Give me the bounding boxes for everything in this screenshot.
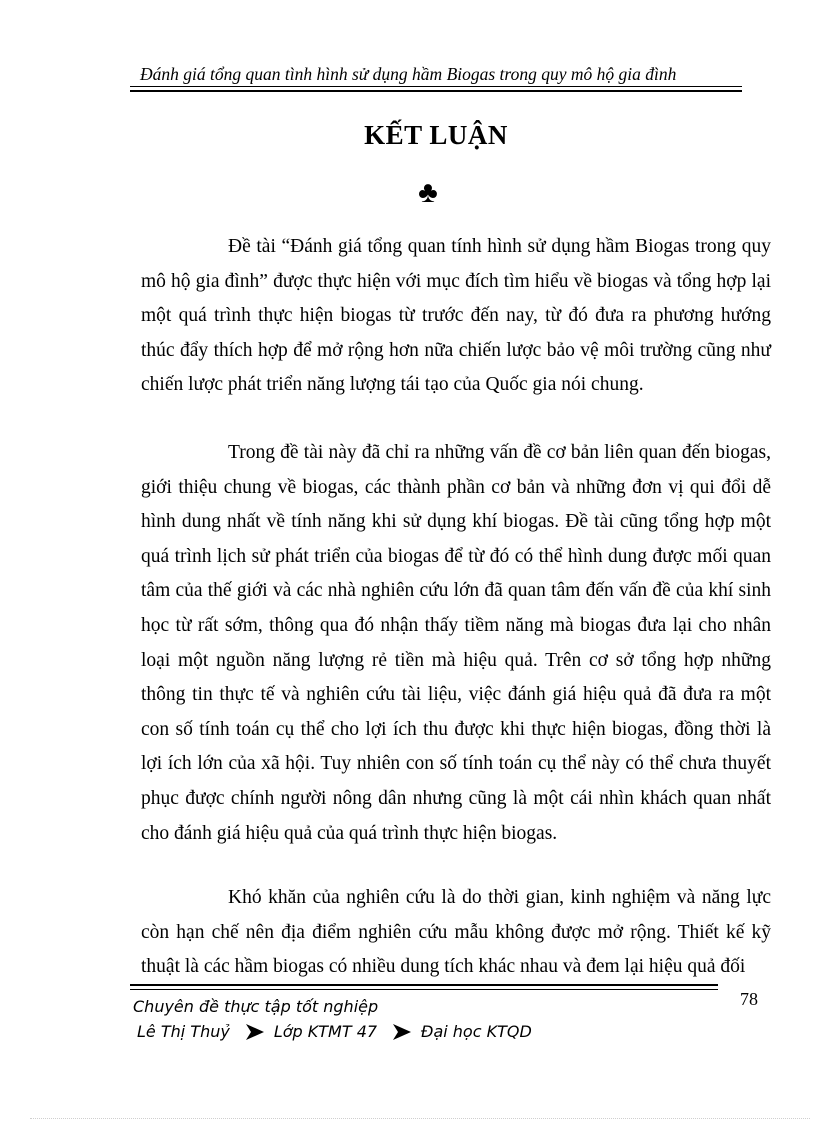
arrow-right-icon [391, 1023, 413, 1041]
footer-school: Đại học KTQD [421, 1022, 532, 1041]
header-title: Đánh giá tổng quan tình hình sử dụng hầm Biogas trong quy mô hộ gia đình [140, 64, 677, 84]
club-ornament-icon: ♣ [418, 176, 438, 209]
footer-rule-thick [130, 984, 718, 986]
footer-rule-thin [130, 989, 718, 990]
header-rule-thin [130, 86, 742, 87]
paragraph-3: Khó khăn của nghiên cứu là do thời gian, kinh nghiệm và năng lực còn hạn chế nên địa điểm nghiên cứu mẫu không được mở rộng. Thiết kế kỹ thuật là các hầm biogas có nhiều dung tích khác nhau và đem lại hiệu quả đối [141, 887, 771, 978]
page-number: 78 [740, 989, 758, 1009]
footer-class: Lớp KTMT 47 [273, 1022, 378, 1041]
paragraph-2: Trong đề tài này đã chỉ ra những vấn đề cơ bản liên quan đến biogas, giới thiệu chung về biogas, các thành phần cơ bản và những đơn vị qui đổi dễ hình dung nhất về tính năng khi sử dụng khí biogas. Đề tài cũng tổng hợp một quá trình lịch sử phát triển của biogas để từ đó có thể hình dung được mối quan tâm của thế giới và các nhà nghiên cứu lớn đã quan tâm đến vấn đề của khí sinh học từ rất sớm, thông qua đó nhận thấy tiềm năng mà biogas đưa lại cho nhân loại một nguồn năng lượng rẻ tiền mà hiệu quả. Trên cơ sở tổng hợp những thông tin thực tế và nghiên cứu tài liệu, việc đánh giá hiệu quả đã đưa ra một con số tính toán cụ thể cho lợi ích thu được khi thực hiện biogas, đồng thời là lợi ích lớn của xã hội. Tuy nhiên con số tính toán cụ thể này có thể chưa thuyết phục được chính người nông dân nhưng cũng là một cái nhìn khách quan nhất cho đánh giá hiệu quả của quá trình thực hiện biogas. [141, 442, 771, 844]
footer-author: Lê Thị Thuỷ [137, 1022, 230, 1041]
paragraph-1: Đề tài “Đánh giá tổng quan tính hình sử dụng hầm Biogas trong quy mô hộ gia đình” được thực hiện với mục đích tìm hiểu về biogas và tổng hợp lại một quá trình thực hiện biogas từ trước đến nay, từ đó đưa ra phương hướng thúc đẩy thích hợp để mở rộng hơn nữa chiến lược bảo vệ môi trường cũng như chiến lược phát triển năng lượng tái tạo của Quốc gia nói chung. [141, 236, 771, 396]
footer-info [137, 1022, 532, 1041]
header-rule-thick [130, 90, 742, 92]
footer-thesis-label: Chuyên đề thực tập tốt nghiệp [133, 997, 379, 1016]
page-edge-dots [30, 1118, 810, 1119]
page-title: KẾT LUẬN [364, 120, 508, 150]
arrow-right-icon [244, 1023, 266, 1041]
